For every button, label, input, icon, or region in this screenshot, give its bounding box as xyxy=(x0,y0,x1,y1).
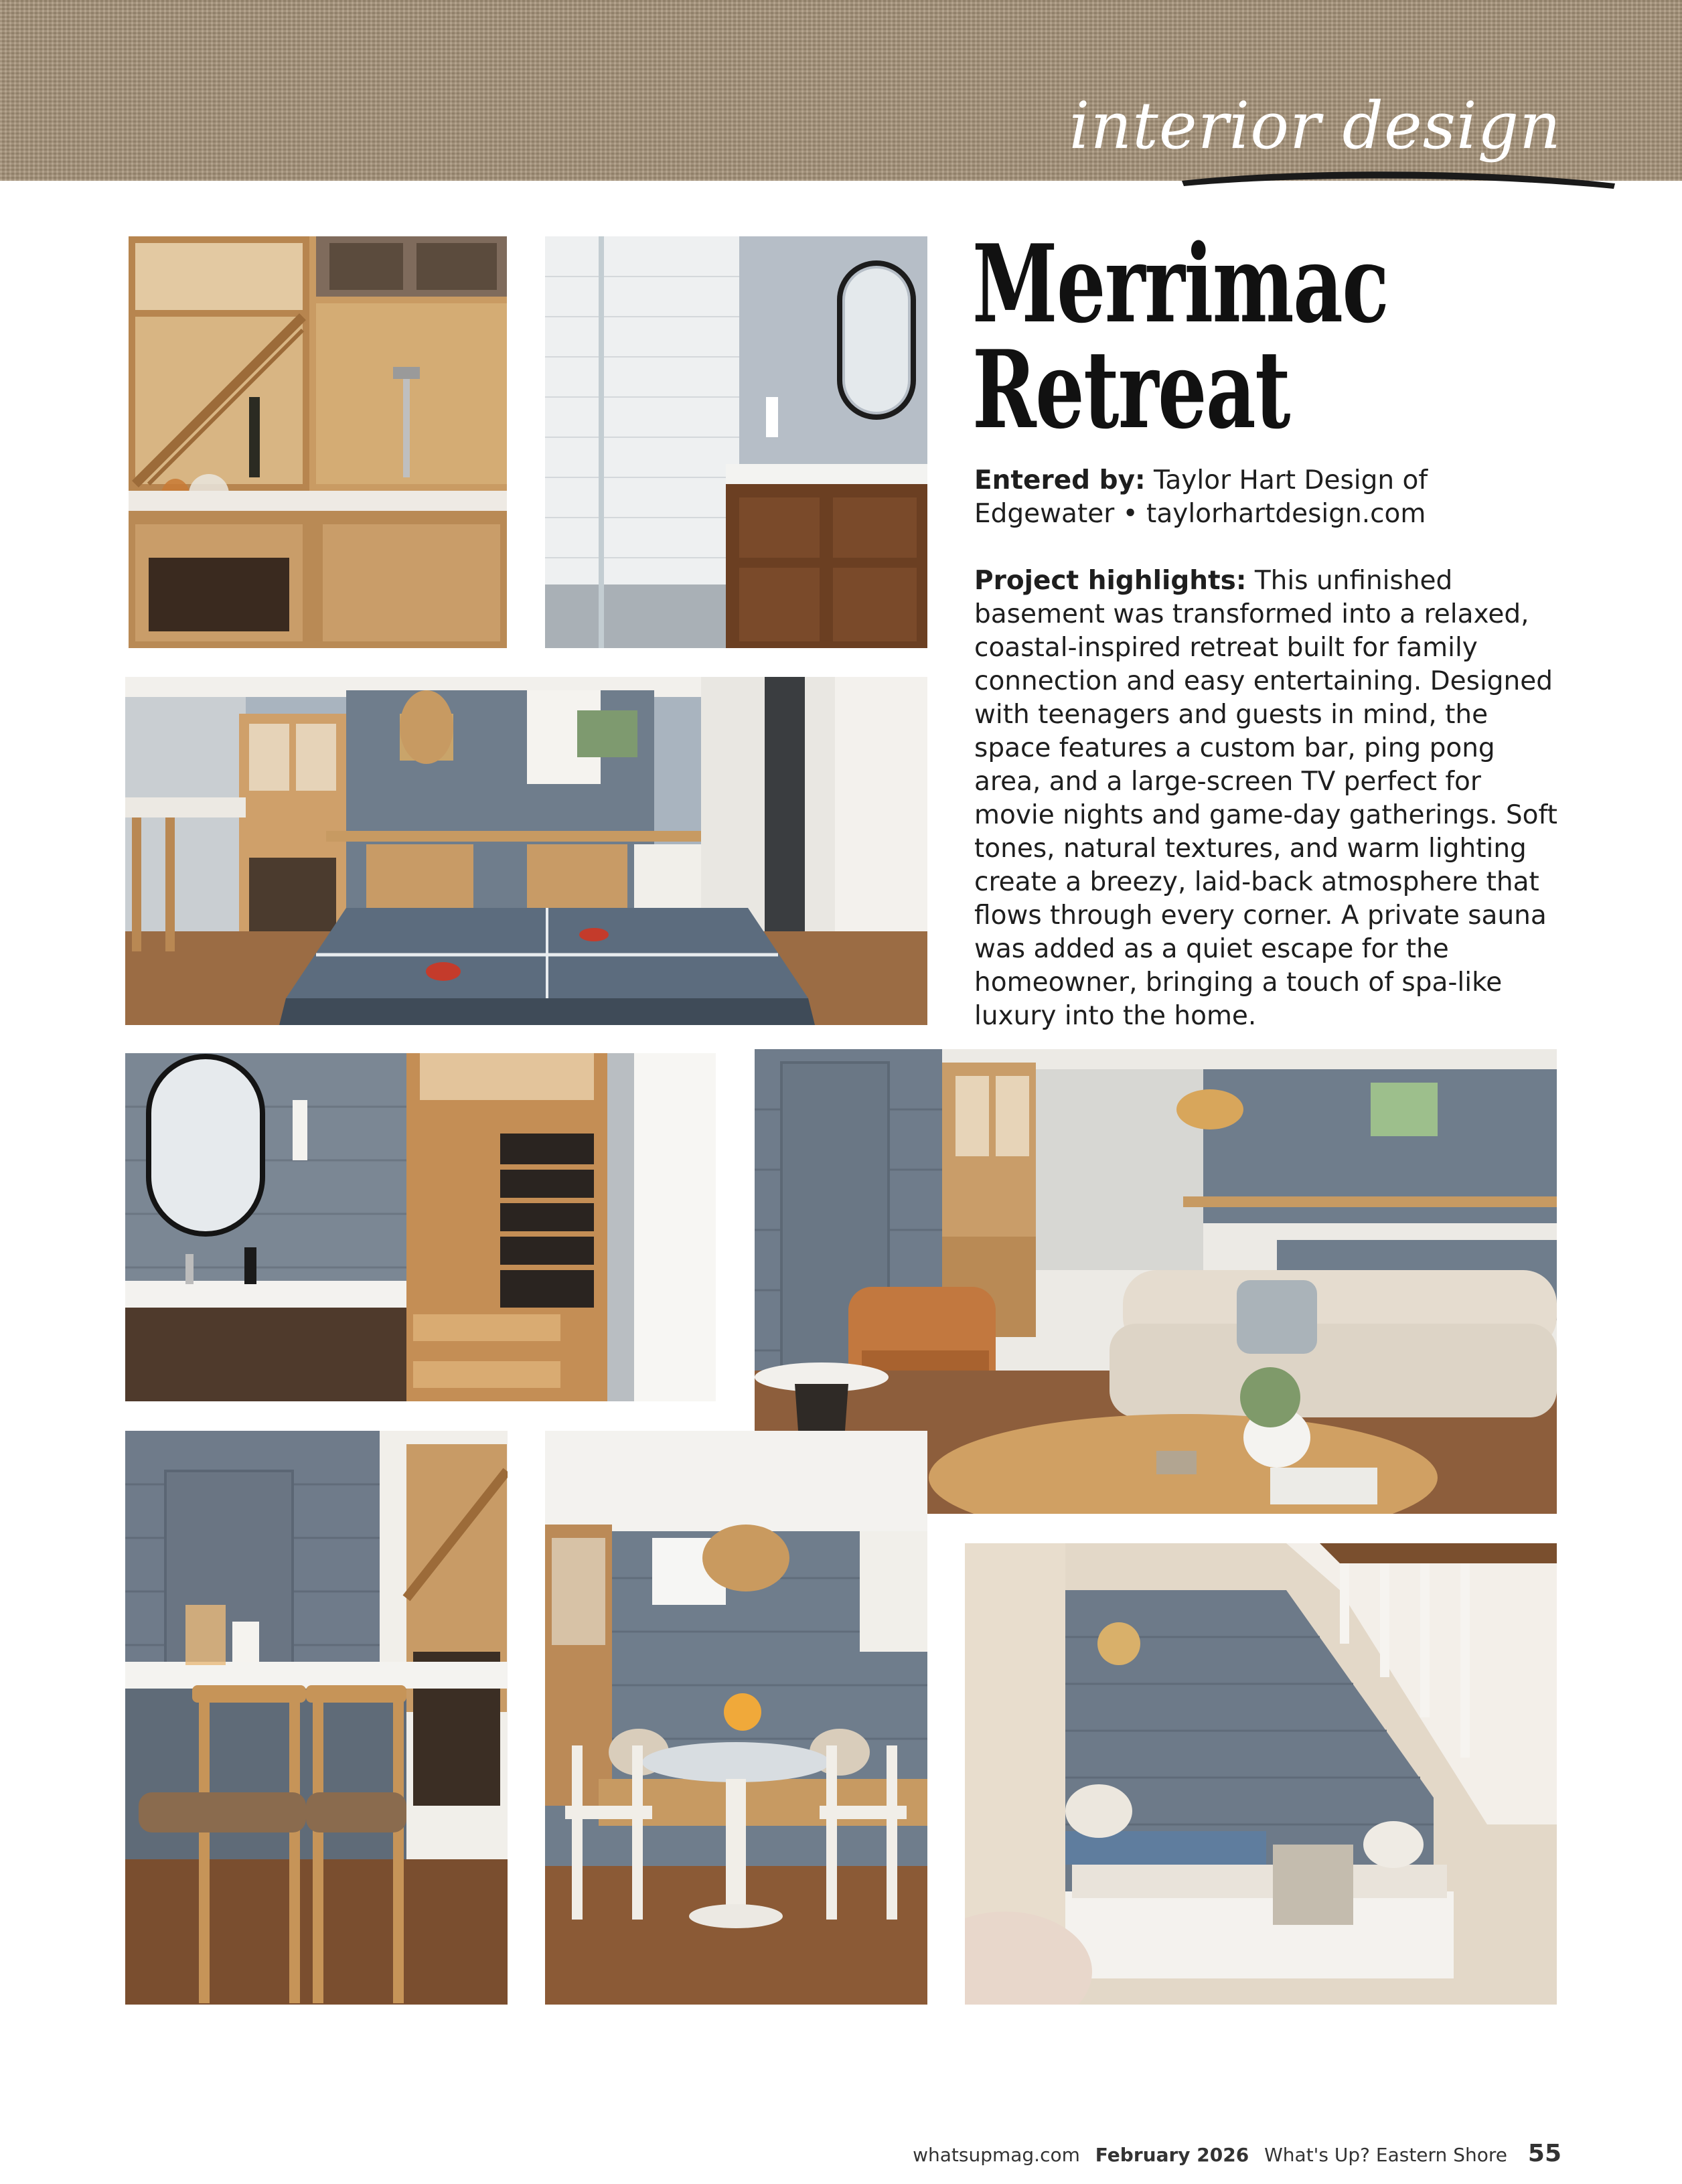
footer-website: whatsupmag.com xyxy=(913,2144,1080,2166)
entered-by-paragraph xyxy=(974,464,1563,531)
photo-pingpong-room xyxy=(125,677,927,1025)
article-title-line1: Merrimac xyxy=(972,221,1389,347)
highlights-text: This unfinished basement was transformed into a relaxed, coastal-inspired retreat built for family connection and easy entertaining. Designed with teenagers and guests in mind, the space features a custom bar, ping pong area, and a large-screen TV perfect for movie nights and game-day gatherings. Soft tones, natural textures, and warm lighting create a breezy, laid-back atmosphere that flows through every corner. A private sauna was added as a quiet escape for the homeowner, bringing a touch of spa-like luxury into the home. xyxy=(974,566,1557,1031)
page-number: 55 xyxy=(1527,2140,1561,2167)
photo-bar-stools xyxy=(125,1431,508,2005)
photo-stair-nook xyxy=(965,1543,1557,2005)
entered-by-value: Taylor Hart Design of Edgewater • taylorhartdesign.com xyxy=(974,465,1428,529)
page-footer xyxy=(913,2140,1561,2167)
photo-vanity-sauna xyxy=(125,1053,716,1401)
footer-publication: What's Up? Eastern Shore xyxy=(1264,2144,1507,2166)
swoosh-underline-icon xyxy=(1178,161,1620,194)
article-title-line2: Retreat xyxy=(972,327,1290,453)
section-label: interior design xyxy=(1069,88,1561,163)
entered-by-label: Entered by: xyxy=(974,465,1146,495)
highlights-label: Project highlights: xyxy=(974,566,1247,596)
header-banner xyxy=(0,0,1682,181)
article-title xyxy=(972,221,1406,453)
photo-bar-cabinetry xyxy=(129,236,507,648)
project-highlights-paragraph xyxy=(974,564,1563,1033)
photo-dining-nook xyxy=(545,1431,927,2005)
photo-bathroom-shower xyxy=(545,236,927,648)
footer-issue: February 2026 xyxy=(1095,2144,1249,2166)
